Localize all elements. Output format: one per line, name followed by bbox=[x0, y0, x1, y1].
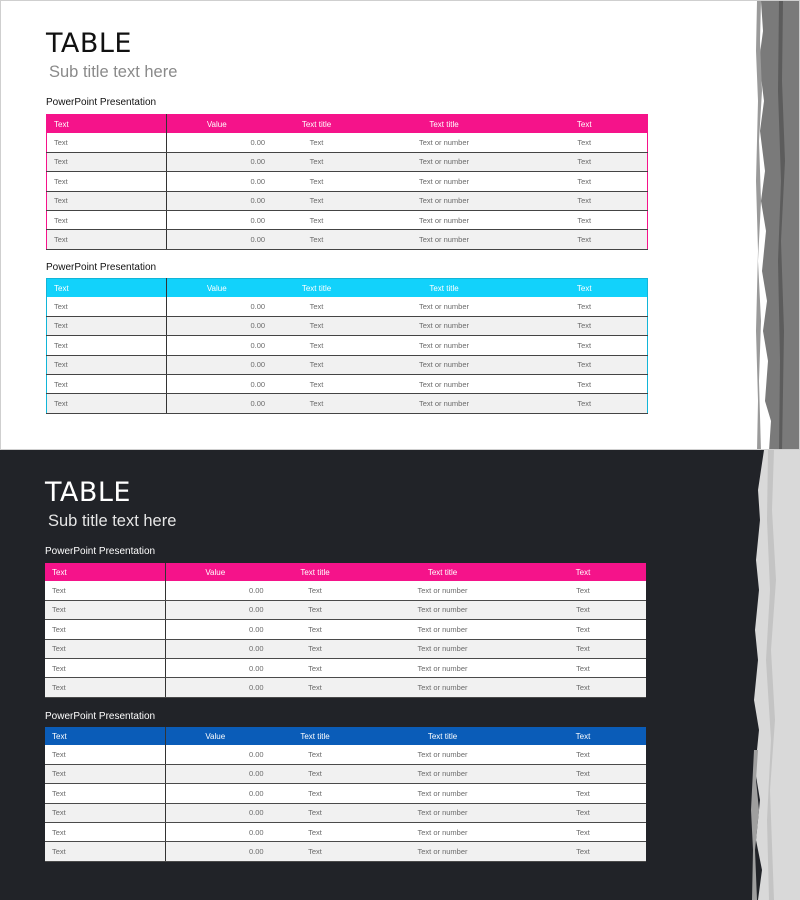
table-row bbox=[47, 230, 648, 249]
table-row bbox=[45, 600, 646, 619]
data-table-pink bbox=[46, 114, 648, 250]
table-cell: Text bbox=[47, 297, 167, 316]
table-cell: 0.00 bbox=[167, 133, 267, 152]
table-row bbox=[47, 316, 648, 335]
table-cell: 0.00 bbox=[167, 191, 267, 210]
table-cell: 0.00 bbox=[165, 842, 265, 861]
table-row bbox=[45, 658, 646, 677]
table-cell: Text or number bbox=[367, 191, 522, 210]
table-cell: Text bbox=[265, 658, 365, 677]
table-cell: Text bbox=[520, 581, 646, 600]
table-cell: Text bbox=[265, 678, 365, 697]
column-header: Text title bbox=[267, 279, 367, 298]
slide-dark bbox=[0, 450, 800, 900]
table-cell: Text or number bbox=[365, 745, 520, 764]
table-row bbox=[45, 639, 646, 658]
table-row bbox=[47, 394, 648, 413]
table-cell: Text bbox=[265, 745, 365, 764]
table-cell: 0.00 bbox=[165, 658, 265, 677]
table-cell: Text bbox=[45, 678, 165, 697]
table-cell: 0.00 bbox=[165, 822, 265, 841]
table-cell: Text or number bbox=[367, 394, 522, 413]
table-cell: Text bbox=[522, 316, 648, 335]
table-header-row bbox=[47, 279, 648, 298]
table-cell: Text bbox=[522, 394, 648, 413]
table-cell: 0.00 bbox=[167, 172, 267, 191]
table-caption: PowerPoint Presentation bbox=[46, 262, 157, 273]
column-header: Text bbox=[45, 727, 165, 745]
table-cell: Text bbox=[45, 581, 165, 600]
table-row bbox=[47, 374, 648, 393]
table-row bbox=[47, 336, 648, 355]
data-table-cyan bbox=[46, 278, 648, 414]
table-cell: Text bbox=[265, 600, 365, 619]
table-row bbox=[45, 581, 646, 600]
table-cell: Text or number bbox=[365, 784, 520, 803]
table-cell: Text bbox=[522, 133, 648, 152]
table-row bbox=[47, 133, 648, 152]
table-cell: 0.00 bbox=[167, 230, 267, 249]
table-cell: Text or number bbox=[367, 133, 522, 152]
table-cell: Text bbox=[520, 745, 646, 764]
table-cell: Text bbox=[47, 210, 167, 229]
table-cell: Text bbox=[265, 822, 365, 841]
table-cell: Text bbox=[267, 191, 367, 210]
table-caption: PowerPoint Presentation bbox=[45, 711, 156, 722]
table-cell: 0.00 bbox=[167, 394, 267, 413]
column-header: Text title bbox=[265, 727, 365, 745]
table-cell: Text or number bbox=[365, 581, 520, 600]
table-row bbox=[45, 764, 646, 783]
table-cell: Text bbox=[45, 803, 165, 822]
table-cell: Text or number bbox=[367, 210, 522, 229]
table-row bbox=[45, 842, 646, 861]
table-row bbox=[45, 822, 646, 841]
table-caption: PowerPoint Presentation bbox=[46, 97, 157, 108]
column-header: Value bbox=[167, 115, 267, 134]
table-cell: Text bbox=[522, 297, 648, 316]
table-cell: Text bbox=[520, 658, 646, 677]
table-cell: Text bbox=[267, 394, 367, 413]
table-cell: Text bbox=[47, 172, 167, 191]
table-cell: 0.00 bbox=[165, 639, 265, 658]
table-cell: Text bbox=[45, 745, 165, 764]
table-cell: 0.00 bbox=[167, 152, 267, 171]
table-cell: Text or number bbox=[365, 803, 520, 822]
table-cell: Text bbox=[47, 374, 167, 393]
column-header: Value bbox=[167, 279, 267, 298]
table-cell: Text bbox=[522, 210, 648, 229]
table-cell: Text or number bbox=[365, 620, 520, 639]
table-cell: Text bbox=[265, 764, 365, 783]
table-cell: Text or number bbox=[365, 639, 520, 658]
slide-title: TABLE bbox=[46, 28, 132, 59]
table-cell: Text bbox=[265, 620, 365, 639]
column-header: Text title bbox=[365, 727, 520, 745]
column-header: Text title bbox=[367, 115, 522, 134]
table-cell: Text bbox=[267, 133, 367, 152]
table-cell: 0.00 bbox=[165, 581, 265, 600]
table-cell: Text bbox=[522, 374, 648, 393]
table-cell: Text bbox=[522, 336, 648, 355]
table-cell: 0.00 bbox=[165, 745, 265, 764]
column-header: Text title bbox=[367, 279, 522, 298]
table-cell: Text bbox=[45, 842, 165, 861]
table-cell: 0.00 bbox=[167, 374, 267, 393]
table-cell: Text bbox=[265, 581, 365, 600]
table-cell: 0.00 bbox=[167, 210, 267, 229]
table-cell: Text bbox=[265, 803, 365, 822]
table-cell: Text bbox=[267, 316, 367, 335]
table-cell: Text bbox=[520, 620, 646, 639]
table-cell: Text bbox=[522, 191, 648, 210]
table-cell: Text bbox=[267, 152, 367, 171]
table-cell: Text bbox=[45, 822, 165, 841]
table-cell: Text bbox=[47, 133, 167, 152]
table-cell: Text bbox=[47, 336, 167, 355]
table-row bbox=[45, 620, 646, 639]
table-row bbox=[47, 191, 648, 210]
table-cell: Text bbox=[522, 355, 648, 374]
table-row bbox=[45, 784, 646, 803]
table-cell: 0.00 bbox=[167, 336, 267, 355]
grunge-border-decoration bbox=[749, 1, 799, 450]
data-table-blue-dark bbox=[45, 727, 646, 862]
table-cell: Text or number bbox=[367, 374, 522, 393]
table-cell: Text bbox=[522, 172, 648, 191]
column-header: Text title bbox=[365, 563, 520, 581]
table-cell: Text bbox=[267, 336, 367, 355]
table-row bbox=[47, 210, 648, 229]
table-cell: 0.00 bbox=[165, 620, 265, 639]
table-cell: 0.00 bbox=[167, 316, 267, 335]
table-row bbox=[45, 803, 646, 822]
table-cell: 0.00 bbox=[167, 355, 267, 374]
table-cell: Text bbox=[267, 374, 367, 393]
table-cell: Text bbox=[47, 394, 167, 413]
data-table-pink-dark bbox=[45, 563, 646, 698]
table-cell: 0.00 bbox=[167, 297, 267, 316]
table-row bbox=[47, 355, 648, 374]
column-header: Text bbox=[520, 727, 646, 745]
table-cell: Text or number bbox=[365, 678, 520, 697]
table-cell: Text bbox=[267, 297, 367, 316]
column-header: Text bbox=[520, 563, 646, 581]
table-cell: Text bbox=[267, 230, 367, 249]
column-header: Value bbox=[165, 727, 265, 745]
table-cell: Text bbox=[265, 784, 365, 803]
table-header-row bbox=[47, 115, 648, 134]
slide-subtitle: Sub title text here bbox=[48, 512, 177, 530]
grunge-border-decoration bbox=[750, 450, 800, 900]
table-cell: Text bbox=[520, 822, 646, 841]
table-cell: Text bbox=[47, 191, 167, 210]
table-cell: Text or number bbox=[367, 355, 522, 374]
slide-subtitle: Sub title text here bbox=[49, 63, 178, 81]
table-cell: Text bbox=[520, 600, 646, 619]
table-cell: Text or number bbox=[365, 658, 520, 677]
table-row bbox=[45, 745, 646, 764]
table-cell: Text or number bbox=[367, 172, 522, 191]
table-cell: Text bbox=[45, 639, 165, 658]
table-cell: 0.00 bbox=[165, 678, 265, 697]
column-header: Text bbox=[47, 279, 167, 298]
table-row bbox=[47, 152, 648, 171]
table-cell: 0.00 bbox=[165, 600, 265, 619]
table-cell: Text or number bbox=[365, 600, 520, 619]
table-cell: Text bbox=[47, 230, 167, 249]
table-cell: Text bbox=[520, 639, 646, 658]
table-cell: Text bbox=[47, 355, 167, 374]
column-header: Text bbox=[522, 279, 648, 298]
column-header: Text bbox=[45, 563, 165, 581]
table-header-row bbox=[45, 563, 646, 581]
table-cell: Text bbox=[520, 803, 646, 822]
table-cell: Text or number bbox=[367, 316, 522, 335]
table-cell: Text bbox=[267, 172, 367, 191]
table-cell: Text bbox=[267, 210, 367, 229]
column-header: Text title bbox=[265, 563, 365, 581]
table-cell: Text bbox=[45, 764, 165, 783]
table-cell: Text bbox=[267, 355, 367, 374]
column-header: Text title bbox=[267, 115, 367, 134]
slide-title: TABLE bbox=[45, 477, 131, 508]
column-header: Text bbox=[47, 115, 167, 134]
table-row bbox=[47, 172, 648, 191]
table-cell: Text bbox=[265, 639, 365, 658]
table-cell: Text bbox=[520, 678, 646, 697]
table-cell: Text bbox=[47, 152, 167, 171]
table-cell: 0.00 bbox=[165, 803, 265, 822]
table-cell: Text or number bbox=[367, 336, 522, 355]
table-cell: Text bbox=[45, 620, 165, 639]
table-cell: Text bbox=[45, 600, 165, 619]
table-cell: Text or number bbox=[367, 297, 522, 316]
table-row bbox=[47, 297, 648, 316]
table-cell: Text or number bbox=[367, 152, 522, 171]
table-caption: PowerPoint Presentation bbox=[45, 546, 156, 557]
table-cell: Text or number bbox=[365, 842, 520, 861]
table-cell: Text or number bbox=[365, 764, 520, 783]
table-cell: Text bbox=[47, 316, 167, 335]
column-header: Text bbox=[522, 115, 648, 134]
table-row bbox=[45, 678, 646, 697]
table-cell: Text bbox=[520, 842, 646, 861]
table-cell: Text bbox=[520, 764, 646, 783]
table-header-row bbox=[45, 727, 646, 745]
table-cell: Text bbox=[522, 152, 648, 171]
table-cell: Text bbox=[522, 230, 648, 249]
table-cell: Text bbox=[520, 784, 646, 803]
table-cell: Text bbox=[45, 658, 165, 677]
table-cell: 0.00 bbox=[165, 784, 265, 803]
table-cell: Text bbox=[45, 784, 165, 803]
column-header: Value bbox=[165, 563, 265, 581]
table-cell: Text bbox=[265, 842, 365, 861]
table-cell: Text or number bbox=[365, 822, 520, 841]
table-cell: Text or number bbox=[367, 230, 522, 249]
table-cell: 0.00 bbox=[165, 764, 265, 783]
